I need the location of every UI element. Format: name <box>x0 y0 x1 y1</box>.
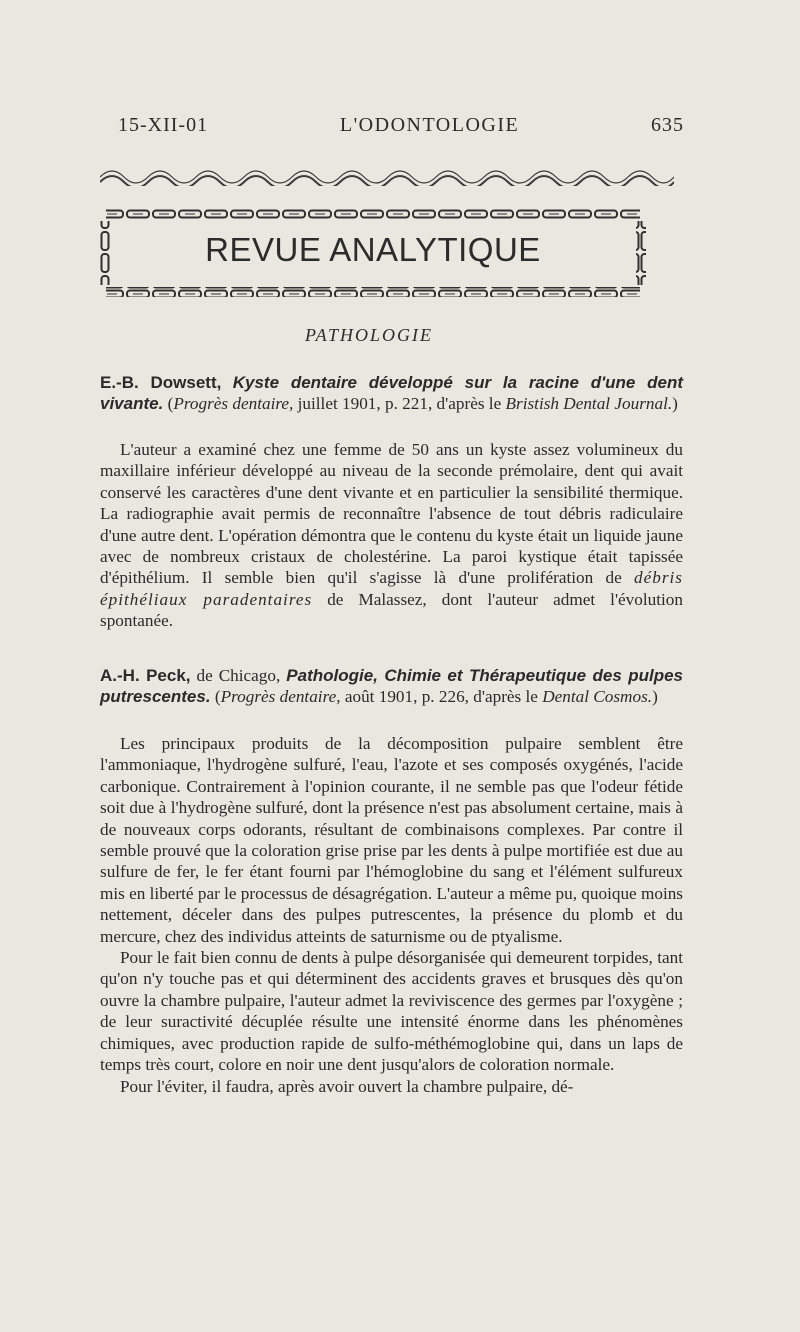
article2-paren-close: ) <box>652 687 658 707</box>
article1-author: E.-B. Dowsett, <box>100 373 222 392</box>
article2-heading <box>100 665 683 708</box>
article2-source-journal: Progrès dentaire, <box>220 687 341 707</box>
banner-frame <box>100 209 646 297</box>
section-heading: PATHOLOGIE <box>304 325 433 345</box>
article1-source-journal: Progrès dentaire, <box>173 394 294 414</box>
article1-paren-close: ) <box>672 394 678 414</box>
issue-date: 15-XII-01 <box>118 114 209 136</box>
article1-source-origin: Bristish Dental Journal. <box>505 394 673 414</box>
article2-paragraph-1: Les principaux produits de la décomposition pulpaire semblent être l'ammoniaque, l'hydrogène sulfuré, l'eau, l'azote et ses composés oxygénés, l'acide carbonique. Contrairement à l'opinion courante, il ne semble pas que l'odeur fétide soit due à l'hydrogène sulfuré, dont la présence n'est pas absolument certaine, mais à de nouveaux corps odorants, résultant de combinaisons complexes. Par contre il semble prouvé que la coloration grise prise par les dents à pulpe mortifiée est due au sulfure de fer, le fer étant fourni par l'hémoglobine du sang et l'élément sulfureux mis en liberté par le processus de désagrégation. L'auteur a même pu, quoique moins nettement, déceler dans des pulpes putrescentes, la présence du plomb et du mercure, chez des individus atteints de saturnisme ou de ptyalisme. <box>100 734 683 946</box>
article2-origin: de Chicago, <box>190 666 287 685</box>
article1-body-part1: L'auteur a examiné chez une femme de 50 ans un kyste assez volumineux du maxillaire inférieur développé au niveau de la seconde prémolaire, dent qui avait conservé les caractères d'une dent vivante et en particulier la sensibilité thermique. La radiographie avait permis de reconnaître l'absence de tout débris radiculaire d'une autre dent. L'opération démontra que le contenu du kyste était un liquide jaune avec de nombreux cristaux de cholestérine. La paroi kystique était tapissée d'épithélium. Il semble bien qu'il s'agisse là d'une prolifération de <box>100 440 683 588</box>
article2-paragraph-3: Pour l'éviter, il faudra, après avoir ouvert la chambre pulpaire, dé- <box>120 1076 574 1096</box>
running-header <box>118 114 684 137</box>
article2-author: A.-H. Peck, <box>100 666 191 685</box>
article1-paren-open: ( <box>167 394 174 414</box>
decorative-wave-rule <box>100 168 674 186</box>
article1-body-part2: de Malassez, dont l'auteur admet l'évolution spontanée. <box>100 589 683 631</box>
article2-body <box>100 733 683 1097</box>
article1-heading <box>100 372 683 415</box>
banner-title: REVUE ANALYTIQUE <box>205 231 541 268</box>
article2-paren-open: ( <box>210 687 221 707</box>
article1-body <box>100 439 683 632</box>
article1-body-emph: débris épithéliaux paradentaires <box>100 568 683 609</box>
article1-title: Kyste dentaire développé sur la racine d'une dent vivante. <box>100 373 684 414</box>
article2-source-details: août 1901, p. 226, d'après le <box>340 687 543 707</box>
article2-title: Pathologie, Chimie et Thérapeutique des pulpes putrescentes. <box>100 666 683 707</box>
page-number: 635 <box>651 114 684 136</box>
journal-title: L'ODONTOLOGIE <box>339 114 520 136</box>
article2-paragraph-2: Pour le fait bien connu de dents à pulpe désorganisée qui demeurent torpides, tant qu'on n'y touche pas et qui déterminent des accidents graves et brusques dès qu'on ouvre la chambre pulpaire, l'auteur admet la reviviscence des germes par l'oxygène ; de leur suractivité décuplée résulte une intensité énorme dans les phénomènes chimiques, avec production rapide de sulfo-méthémoglobine qui, dans un laps de temps très court, colore en noir une dent jusqu'alors de coloration normale. <box>100 948 683 1075</box>
article1-source-details: juillet 1901, p. 221, d'après le <box>293 394 506 414</box>
article2-source-origin: Dental Cosmos. <box>542 687 653 707</box>
